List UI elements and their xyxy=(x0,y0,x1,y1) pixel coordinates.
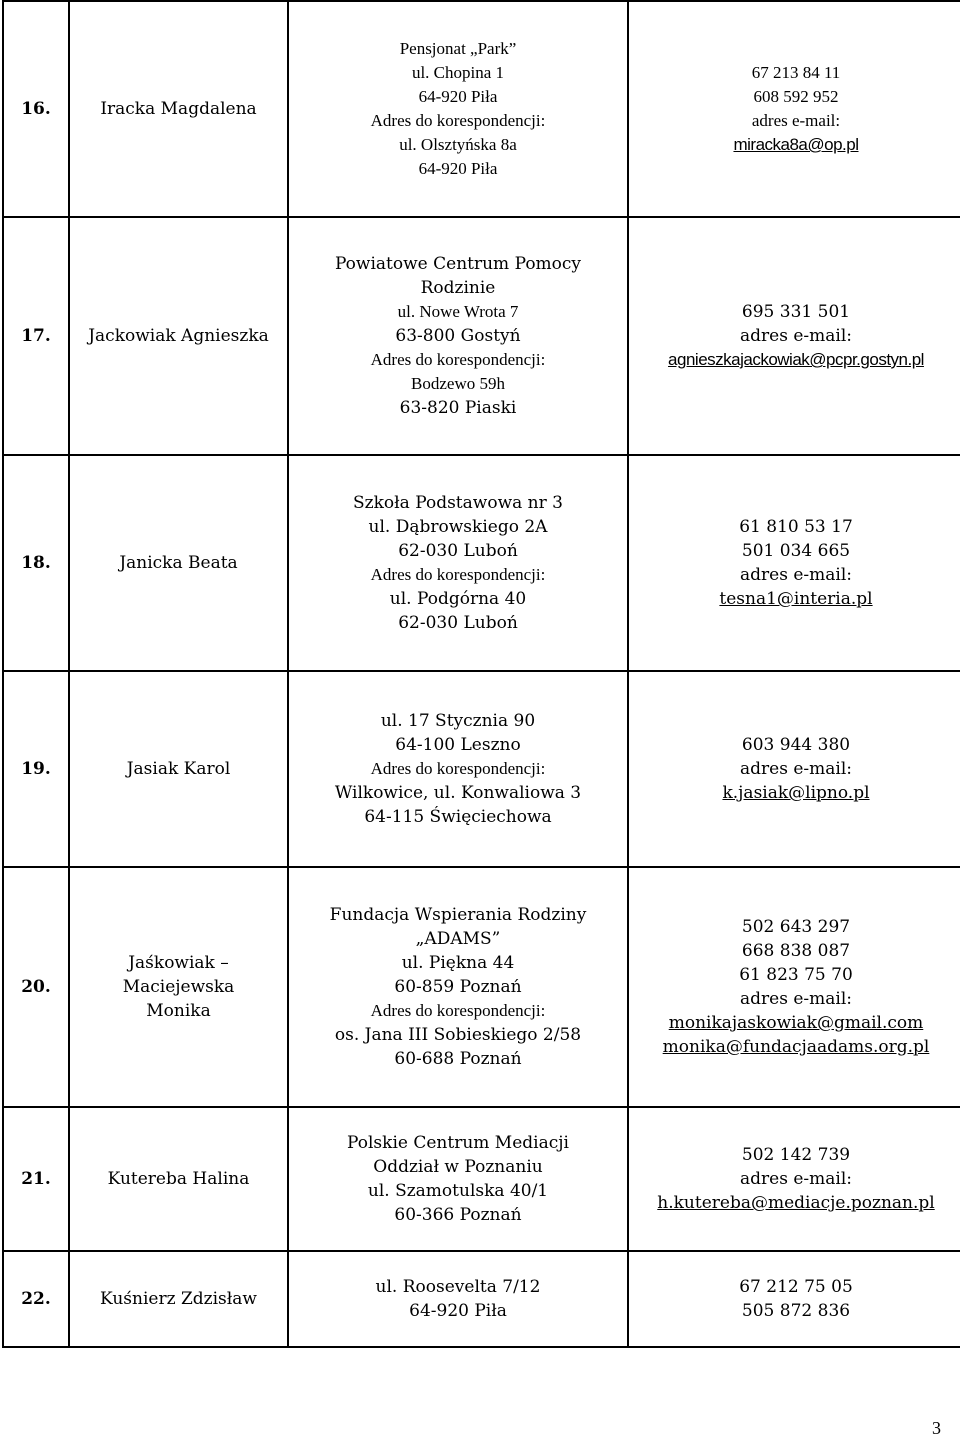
table-row xyxy=(3,1,960,217)
address-cell: ul. Roosevelta 7/12 64-920 Piła xyxy=(288,1251,628,1347)
email-link[interactable]: k.jasiak@lipno.pl xyxy=(722,783,870,803)
table-row xyxy=(3,867,960,1107)
address-cell: Powiatowe Centrum Pomocy Rodzinie ul. Nowe Wrota 7 63-800 Gostyń Adres do korespondencji: Bodzewo 59h 63-820 Piaski xyxy=(288,217,628,455)
table-row xyxy=(3,671,960,867)
address-cell: Pensjonat „Park” ul. Chopina 1 64-920 Piła Adres do korespondencji: ul. Olsztyńska 8a 64-920 Piła xyxy=(288,1,628,217)
email-link[interactable]: monikajaskowiak@gmail.com xyxy=(668,1013,924,1033)
person-name: Kuśnierz Zdzisław xyxy=(69,1251,288,1347)
table-row xyxy=(3,1107,960,1251)
person-name: Jaśkowiak – Maciejewska Monika xyxy=(69,867,288,1107)
contact-cell: 502 643 297 668 838 087 61 823 75 70 adres e-mail: monikajaskowiak@gmail.com monika@fundacjaadams.org.pl xyxy=(628,867,960,1107)
person-name: Jackowiak Agnieszka xyxy=(69,217,288,455)
row-number: 20. xyxy=(3,867,69,1107)
person-name: Jasiak Karol xyxy=(69,671,288,867)
row-number: 22. xyxy=(3,1251,69,1347)
contact-cell: 61 810 53 17 501 034 665 adres e-mail: tesna1@interia.pl xyxy=(628,455,960,671)
person-name: Iracka Magdalena xyxy=(69,1,288,217)
email-link[interactable]: agnieszkajackowiak@pcpr.gostyn.pl xyxy=(668,350,924,369)
contact-cell: 502 142 739 adres e-mail: h.kutereba@mediacje.poznan.pl xyxy=(628,1107,960,1251)
email-link[interactable]: tesna1@interia.pl xyxy=(719,589,873,609)
person-name: Janicka Beata xyxy=(69,455,288,671)
contact-cell: 695 331 501 adres e-mail: agnieszkajackowiak@pcpr.gostyn.pl xyxy=(628,217,960,455)
email-link[interactable]: h.kutereba@mediacje.poznan.pl xyxy=(657,1193,935,1213)
email-link[interactable]: monika@fundacjaadams.org.pl xyxy=(662,1037,930,1057)
row-number: 16. xyxy=(3,1,69,217)
contact-cell: 67 212 75 05 505 872 836 xyxy=(628,1251,960,1347)
address-cell: Polskie Centrum Mediacji Oddział w Poznaniu ul. Szamotulska 40/1 60-366 Poznań xyxy=(288,1107,628,1251)
contact-cell: 67 213 84 11 608 592 952 adres e-mail: miracka8a@op.pl xyxy=(628,1,960,217)
row-number: 18. xyxy=(3,455,69,671)
address-cell: ul. 17 Stycznia 90 64-100 Leszno Adres do korespondencji: Wilkowice, ul. Konwaliowa 3 64-115 Święciechowa xyxy=(288,671,628,867)
address-cell: Fundacja Wspierania Rodziny „ADAMS” ul. Piękna 44 60-859 Poznań Adres do korespondencji: os. Jana III Sobieskiego 2/58 60-688 Poznań xyxy=(288,867,628,1107)
table-row xyxy=(3,455,960,671)
email-link[interactable]: miracka8a@op.pl xyxy=(733,135,859,154)
table-row xyxy=(3,217,960,455)
row-number: 19. xyxy=(3,671,69,867)
address-cell: Szkoła Podstawowa nr 3 ul. Dąbrowskiego 2A 62-030 Luboń Adres do korespondencji: ul. Podgórna 40 62-030 Luboń xyxy=(288,455,628,671)
page-number: 3 xyxy=(932,1418,941,1438)
registry-table xyxy=(2,0,960,1348)
contact-cell: 603 944 380 adres e-mail: k.jasiak@lipno.pl xyxy=(628,671,960,867)
person-name: Kutereba Halina xyxy=(69,1107,288,1251)
row-number: 17. xyxy=(3,217,69,455)
table-row xyxy=(3,1251,960,1347)
row-number: 21. xyxy=(3,1107,69,1251)
